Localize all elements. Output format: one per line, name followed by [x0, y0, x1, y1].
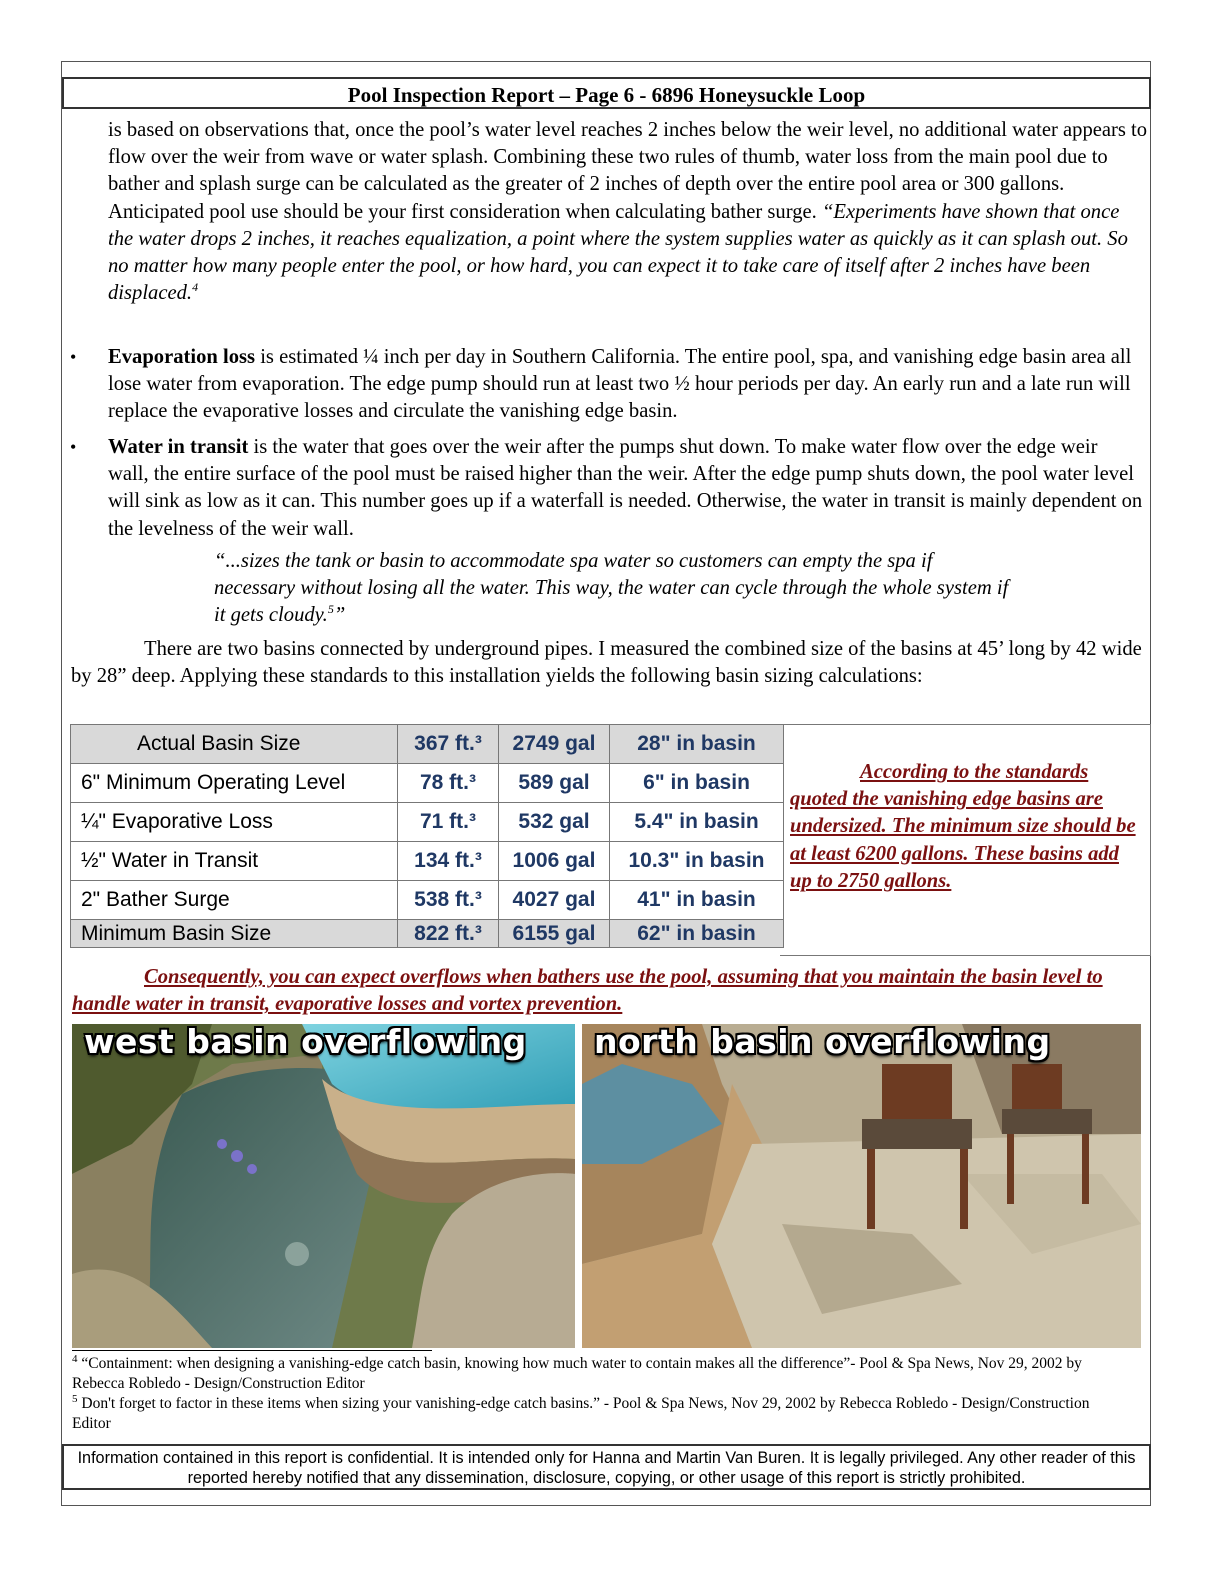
north-basin-caption: north basin overflowing	[594, 1022, 1051, 1061]
page-header: Pool Inspection Report – Page 6 - 6896 Honeysuckle Loop	[62, 77, 1151, 109]
row-label: ¼" Evaporative Loss	[71, 803, 398, 842]
west-basin-photo	[72, 1024, 575, 1348]
depth-cell: 10.3" in basin	[610, 842, 784, 881]
cubic-feet-cell: 134 ft.³	[398, 842, 499, 881]
cubic-feet-cell: 71 ft.³	[398, 803, 499, 842]
bullet-marker: •	[70, 347, 77, 367]
bullet-text: is the water that goes over the weir after the pumps shut down. To make water flow over the edge weir wall, the entire surface of the pool must be raised higher than the weir. After the edge pump shuts down, the pool water level will sink as low as it can. This number goes up if a waterfall is needed. Otherwise, the water in transit is mainly dependent on the levelness of the weir wall.	[108, 436, 1143, 540]
row-label: 2" Bather Surge	[71, 881, 398, 920]
cubic-feet-cell: 822 ft.³	[398, 920, 499, 948]
depth-cell: 6" in basin	[610, 764, 784, 803]
gallons-cell: 2749 gal	[499, 725, 610, 764]
intro-text: is based on observations that, once the pool’s water level reaches 2 inches below the weir level, no additional water appears to flow over the weir from wave or water splash. Combining these two rules of thumb, water loss from the main pool due to bather and splash surge can be calculated as the greater of 2 inches of depth over the entire pool area or 300 gallons. Anticipated pool use should be your first consideration when calculating bather surge.	[108, 119, 1148, 223]
footnote-number: 4	[72, 1352, 78, 1365]
table-row	[71, 881, 784, 920]
west-basin-image	[72, 1024, 575, 1348]
row-label: Actual Basin Size	[71, 725, 398, 764]
basins-paragraph: There are two basins connected by underground pipes. I measured the combined size of the basins at 45’ long by 42 wide by 28” deep. Applying these standards to this installation yields the following basin sizing calculations:	[71, 638, 1142, 688]
footnote-number: 5	[72, 1392, 78, 1405]
row-label: Minimum Basin Size	[71, 920, 398, 948]
depth-cell: 62" in basin	[610, 920, 784, 948]
conclusion-paragraph: Consequently, you can expect overflows when bathers use the pool, assuming that you maintain the basin level to handle water in transit, evaporative losses and vortex prevention.	[72, 966, 1103, 1016]
cubic-feet-cell: 367 ft.³	[398, 725, 499, 764]
depth-cell: 5.4" in basin	[610, 803, 784, 842]
intro-quote: “Experiments have shown that once the water drops 2 inches, it reaches equalization, a point where the system supplies water as quickly as it can splash out. So no matter how many people enter the pool, or how hard, you can expect it to take care of itself after 2 inches have been displaced.	[108, 200, 1128, 305]
bullet-term: Evaporation loss	[108, 346, 256, 368]
bullet-text: is estimated ¼ inch per day in Southern California. The entire pool, spa, and vanishing edge basin area all lose water from evaporation. The edge pump should run at least two ½ hour periods per day. An early run and a late run will replace the evaporative losses and circulate the vanishing edge basin.	[108, 346, 1132, 423]
gallons-cell: 4027 gal	[499, 881, 610, 920]
footnote-4	[72, 1354, 1132, 1394]
block-quote-text: “...sizes the tank or basin to accommodate spa water so customers can empty the spa if necessary without losing all the water. This way, the water can cycle through the whole system if it gets cloudy.	[214, 550, 1009, 627]
block-quote-close: ”	[333, 604, 346, 627]
table-note: According to the standards quoted the vanishing edge basins are undersized. The minimum size should be at least 6200 gallons. These basins add up to 2750 gallons.	[790, 761, 1136, 892]
table-row	[71, 803, 784, 842]
gallons-cell: 532 gal	[499, 803, 610, 842]
north-basin-image	[582, 1024, 1141, 1348]
depth-cell: 28" in basin	[610, 725, 784, 764]
gallons-cell: 6155 gal	[499, 920, 610, 948]
footnote-5	[72, 1394, 1132, 1434]
gallons-cell: 1006 gal	[499, 842, 610, 881]
row-label: ½" Water in Transit	[71, 842, 398, 881]
depth-cell: 41" in basin	[610, 881, 784, 920]
footnote-text: Don't forget to factor in these items when sizing your vanishing-edge catch basins.” - Pool & Spa News, Nov 29, 2002 by Rebecca Robledo - Design/Construction Editor	[72, 1395, 1090, 1432]
bullet-water-in-transit	[108, 434, 1143, 543]
west-basin-caption: west basin overflowing	[84, 1022, 527, 1061]
block-quote	[214, 548, 1014, 630]
confidentiality-footer: Information contained in this report is confidential. It is intended only for Hanna and Martin Van Buren. It is legally privileged. Any other reader of this reported hereby notified that any dissemination, disclosure, copying, or other usage of this report is strictly prohibited.	[62, 1444, 1151, 1490]
row-label: 6" Minimum Operating Level	[71, 764, 398, 803]
cubic-feet-cell: 78 ft.³	[398, 764, 499, 803]
footnote-ref-5: 5	[327, 602, 334, 617]
bullet-evaporation	[108, 344, 1143, 426]
footnote-separator	[72, 1350, 432, 1351]
table-row	[71, 764, 784, 803]
table-row	[71, 842, 784, 881]
north-basin-photo	[582, 1024, 1141, 1348]
footnote-ref-4: 4	[192, 280, 199, 295]
basin-sizing-table	[70, 724, 784, 948]
cubic-feet-cell: 538 ft.³	[398, 881, 499, 920]
table-row	[71, 920, 784, 948]
table-row	[71, 725, 784, 764]
footnote-text: “Containment: when designing a vanishing-edge catch basin, knowing how much water to contain makes all the difference”- Pool & Spa News, Nov 29, 2002 by Rebecca Robledo - Design/Construction Editor	[72, 1355, 1082, 1392]
bullet-marker: •	[70, 437, 77, 457]
gallons-cell: 589 gal	[499, 764, 610, 803]
bullet-term: Water in transit	[108, 436, 249, 458]
intro-paragraph	[108, 117, 1148, 307]
